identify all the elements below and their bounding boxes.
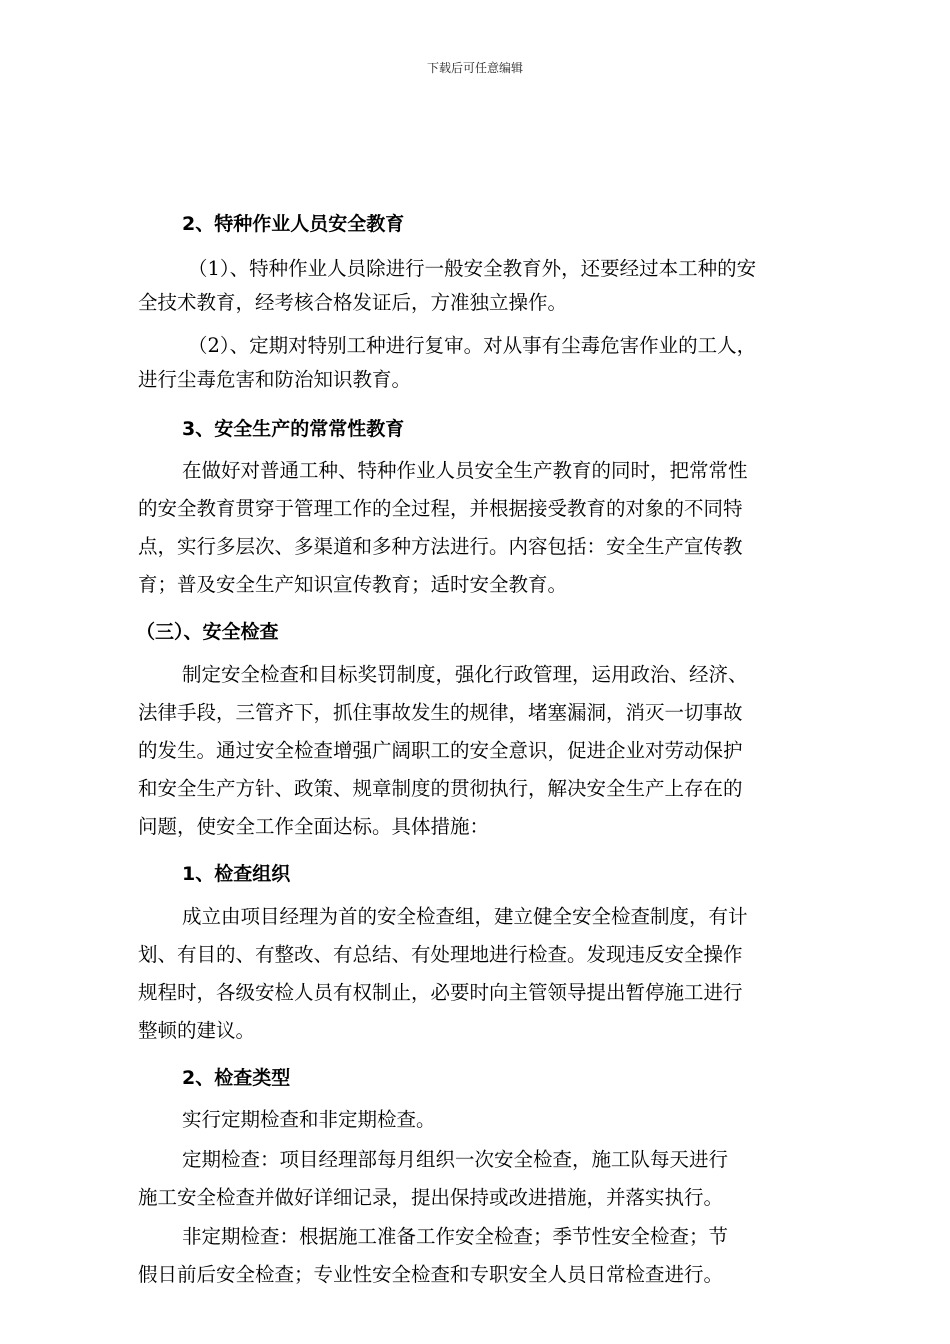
subheading-inspection-types: 2、检查类型 bbox=[182, 1067, 291, 1089]
section-heading-safety-inspection: （三）、安全检查 bbox=[136, 621, 279, 643]
paragraph-line: 成立由项目经理为首的安全检查组，建立健全安全检查制度，有计 bbox=[182, 905, 748, 928]
paragraph-line: 进行尘毒危害和防治知识教育。 bbox=[138, 368, 412, 391]
subheading-special-workers: 2、特种作业人员安全教育 bbox=[182, 213, 405, 235]
paragraph-line: 在做好对普通工种、特种作业人员安全生产教育的同时，把常常性 bbox=[182, 459, 748, 482]
paragraph-line: 整顿的建议。 bbox=[138, 1019, 256, 1042]
paragraph-line: 定期检查：项目经理部每月组织一次安全检查，施工队每天进行 bbox=[182, 1148, 729, 1171]
paragraph-line: 假日前后安全检查；专业性安全检查和专职安全人员日常检查进行。 bbox=[138, 1263, 724, 1286]
paragraph-line: 法律手段，三管齐下，抓住事故发生的规律，堵塞漏洞，消灭一切事故 bbox=[138, 701, 743, 724]
paragraph-line: 育；普及安全生产知识宣传教育；适时安全教育。 bbox=[138, 573, 568, 596]
paragraph-line: 的发生。通过安全检查增强广阔职工的安全意识，促进企业对劳动保护 bbox=[138, 739, 743, 762]
paragraph-line: （1）、特种作业人员除进行一般安全教育外，还要经过本工种的安 bbox=[188, 257, 757, 280]
paragraph-line: （2）、定期对特别工种进行复审。对从事有尘毒危害作业的工人， bbox=[188, 334, 757, 357]
paragraph-line: 施工安全检查并做好详细记录，提出保持或改进措施，并落实执行。 bbox=[138, 1186, 724, 1209]
paragraph-line: 实行定期检查和非定期检查。 bbox=[182, 1108, 436, 1131]
paragraph-line: 和安全生产方针、政策、规章制度的贯彻执行，解决安全生产上存在的 bbox=[138, 777, 743, 800]
subheading-regular-education: 3、安全生产的常常性教育 bbox=[182, 418, 405, 440]
page-header: 下载后可任意编辑 bbox=[426, 61, 523, 75]
subheading-inspection-organization: 1、检查组织 bbox=[182, 863, 291, 885]
paragraph-line: 问题，使安全工作全面达标。具体措施： bbox=[138, 815, 490, 838]
paragraph-line: 非定期检查：根据施工准备工作安全检查；季节性安全检查；节 bbox=[182, 1225, 729, 1248]
paragraph-line: 点，实行多层次、多渠道和多种方法进行。内容包括：安全生产宣传教 bbox=[138, 535, 743, 558]
paragraph-line: 划、有目的、有整改、有总结、有处理地进行检查。发现违反安全操作 bbox=[138, 943, 743, 966]
paragraph-line: 全技术教育，经考核合格发证后，方准独立操作。 bbox=[138, 291, 568, 314]
paragraph-line: 制定安全检查和目标奖罚制度，强化行政管理，运用政治、经济、 bbox=[182, 663, 748, 686]
paragraph-line: 规程时，各级安检人员有权制止，必要时向主管领导提出暂停施工进行 bbox=[138, 981, 743, 1004]
paragraph-line: 的安全教育贯穿于管理工作的全过程，并根据接受教育的对象的不同特 bbox=[138, 497, 743, 520]
